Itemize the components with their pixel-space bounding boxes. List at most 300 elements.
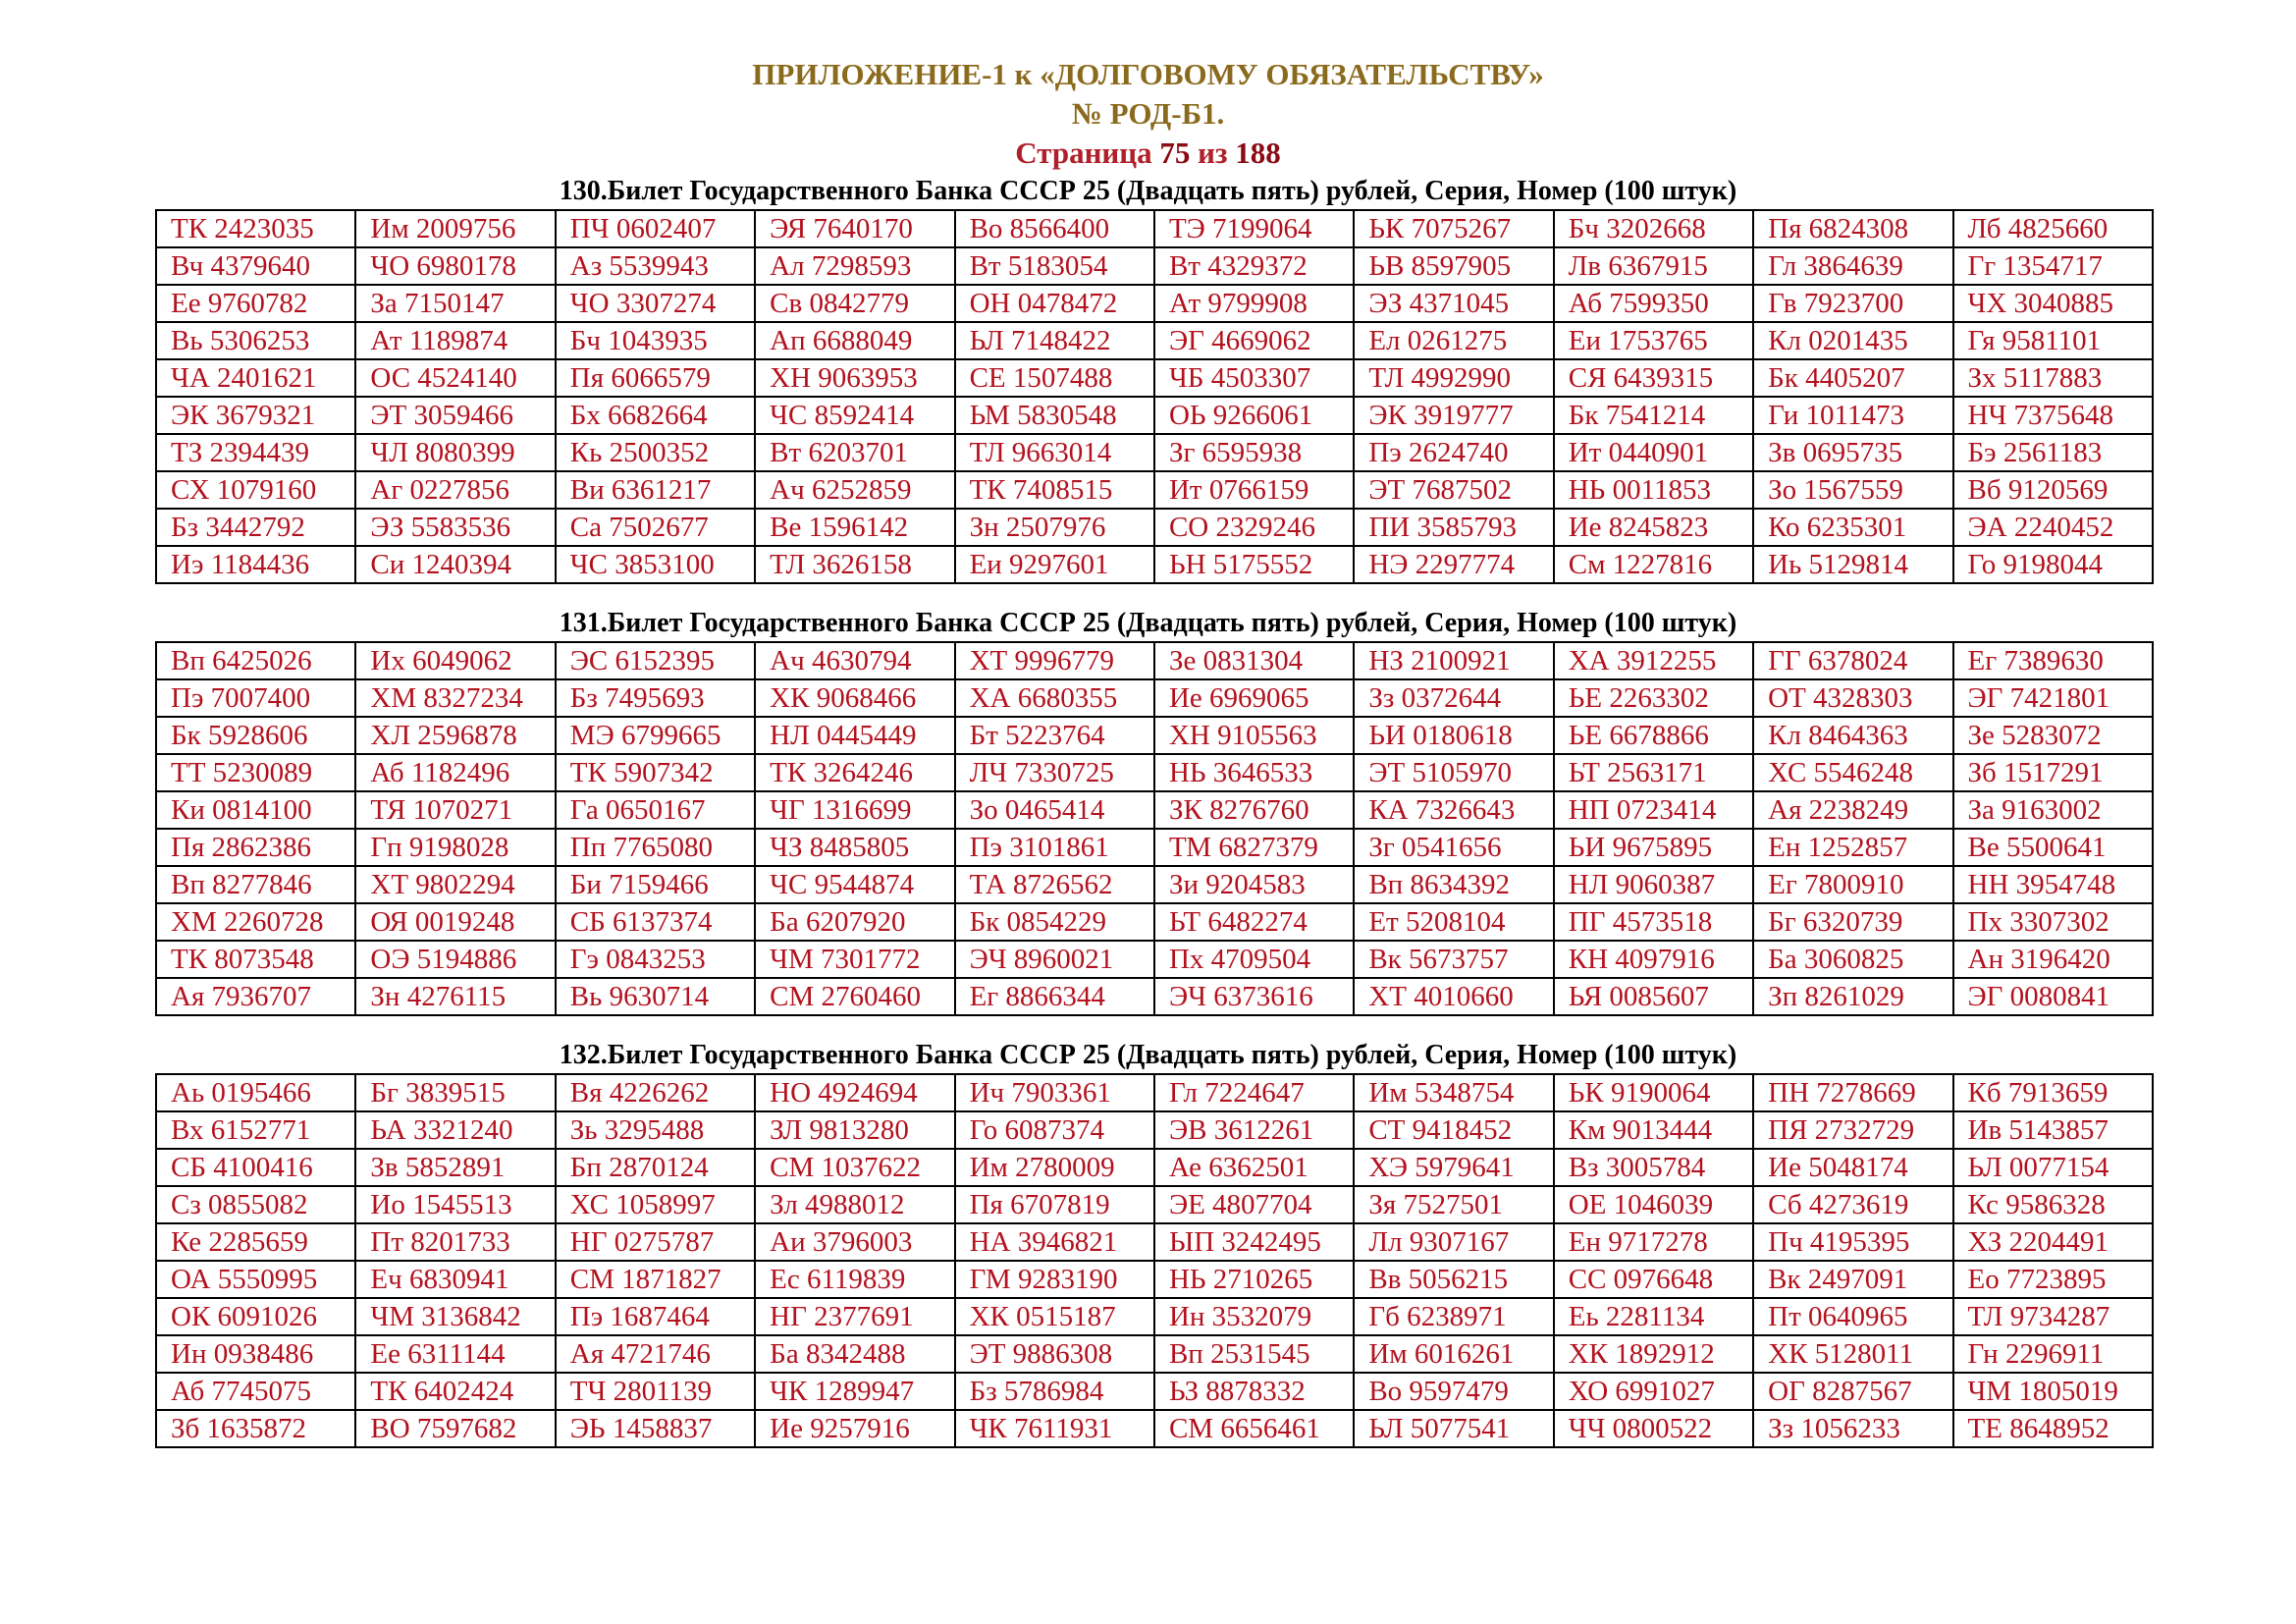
serial-cell: Зв 5852891 — [355, 1149, 555, 1186]
serial-cell: Зи 9204583 — [1154, 866, 1354, 903]
serial-cell: Ки 0814100 — [156, 791, 355, 829]
serial-cell: ХТ 9802294 — [355, 866, 555, 903]
serial-cell: ЭГ 4669062 — [1154, 322, 1354, 359]
serial-cell: Пэ 7007400 — [156, 679, 355, 717]
serial-cell: Вч 4379640 — [156, 247, 355, 285]
serial-cell: Лб 4825660 — [1953, 210, 2153, 247]
serial-cell: ТЗ 2394439 — [156, 434, 355, 471]
serial-cell: Ба 3060825 — [1753, 941, 1952, 978]
serial-cell: ЭВ 3612261 — [1154, 1111, 1354, 1149]
serial-cell: ЬЛ 0077154 — [1953, 1149, 2153, 1186]
table-row — [156, 1074, 2153, 1111]
serial-cell: ТЛ 9734287 — [1953, 1298, 2153, 1335]
serial-cell: Га 0650167 — [556, 791, 755, 829]
serial-cell: Зб 1635872 — [156, 1410, 355, 1447]
serial-cell: ХН 9063953 — [755, 359, 954, 397]
serial-cell: Пт 8201733 — [355, 1223, 555, 1261]
serial-cell: ХЭ 5979641 — [1354, 1149, 1553, 1186]
serial-cell: Ич 7903361 — [955, 1074, 1154, 1111]
serial-cell: Го 9198044 — [1953, 546, 2153, 583]
serial-cell: Еь 2281134 — [1554, 1298, 1753, 1335]
serial-cell: ЬК 7075267 — [1354, 210, 1553, 247]
serial-cell: Го 6087374 — [955, 1111, 1154, 1149]
serial-cell: ТЛ 9663014 — [955, 434, 1154, 471]
serial-cell: ЬВ 8597905 — [1354, 247, 1553, 285]
serial-cell: ЧК 1289947 — [755, 1373, 954, 1410]
serial-cell: Зя 7527501 — [1354, 1186, 1553, 1223]
serial-cell: ЧК 7611931 — [955, 1410, 1154, 1447]
document-number: № РОД-Б1. — [1071, 96, 1225, 131]
serial-cell: ТК 6402424 — [355, 1373, 555, 1410]
serial-cell: Кс 9586328 — [1953, 1186, 2153, 1223]
serial-cell: Св 0842779 — [755, 285, 954, 322]
serial-cell: МЭ 6799665 — [556, 717, 755, 754]
serial-cell: ЧБ 4503307 — [1154, 359, 1354, 397]
serial-cell: ХК 5128011 — [1753, 1335, 1952, 1373]
serial-cell: НГ 0275787 — [556, 1223, 755, 1261]
serial-cell: НО 4924694 — [755, 1074, 954, 1111]
serial-cell: Вп 8277846 — [156, 866, 355, 903]
serial-cell: Ег 8866344 — [955, 978, 1154, 1015]
serial-cell: ХК 0515187 — [955, 1298, 1154, 1335]
serial-cell: Во 8566400 — [955, 210, 1154, 247]
serial-cell: Са 7502677 — [556, 509, 755, 546]
serial-cell: ХЛ 2596878 — [355, 717, 555, 754]
serial-cell: Ат 9799908 — [1154, 285, 1354, 322]
serial-cell: СМ 1871827 — [556, 1261, 755, 1298]
serial-cell: ЧА 2401621 — [156, 359, 355, 397]
serial-cell: ОЭ 5194886 — [355, 941, 555, 978]
serial-cell: Ач 6252859 — [755, 471, 954, 509]
serial-cell: ЬЛ 7148422 — [955, 322, 1154, 359]
table-row — [156, 1261, 2153, 1298]
table-row — [156, 978, 2153, 1015]
page-total: 188 — [1235, 135, 1281, 170]
serial-cell: ХЗ 2204491 — [1953, 1223, 2153, 1261]
serial-cell: Вв 5056215 — [1354, 1261, 1553, 1298]
serial-cell: Пэ 1687464 — [556, 1298, 755, 1335]
serial-cell: Бх 6682664 — [556, 397, 755, 434]
serial-cell: ЬЯ 0085607 — [1554, 978, 1753, 1015]
serial-cell: СБ 4100416 — [156, 1149, 355, 1186]
serial-cell: ХМ 8327234 — [355, 679, 555, 717]
table-row — [156, 509, 2153, 546]
serial-cell: Бг 3839515 — [355, 1074, 555, 1111]
serial-cell: ЬК 9190064 — [1554, 1074, 1753, 1111]
serial-cell: Гв 7923700 — [1753, 285, 1952, 322]
serial-cell: ХО 6991027 — [1554, 1373, 1753, 1410]
serial-cell: Ви 6361217 — [556, 471, 755, 509]
serial-cell: Зх 5117883 — [1953, 359, 2153, 397]
serial-cell: СЯ 6439315 — [1554, 359, 1753, 397]
serial-cell: Сб 4273619 — [1753, 1186, 1952, 1223]
serial-cell: Кь 2500352 — [556, 434, 755, 471]
serial-cell: КН 4097916 — [1554, 941, 1753, 978]
serial-cell: Вь 9630714 — [556, 978, 755, 1015]
serial-cell: ОТ 4328303 — [1753, 679, 1952, 717]
serial-cell: ЭТ 7687502 — [1354, 471, 1553, 509]
serial-cell: Кл 0201435 — [1753, 322, 1952, 359]
table-row — [156, 791, 2153, 829]
serial-cell: НП 0723414 — [1554, 791, 1753, 829]
serial-cell: ЭЗ 5583536 — [355, 509, 555, 546]
serial-cell: Ая 4721746 — [556, 1335, 755, 1373]
serial-cell: ТА 8726562 — [955, 866, 1154, 903]
serial-cell: Пя 6707819 — [955, 1186, 1154, 1223]
serial-cell: Ал 7298593 — [755, 247, 954, 285]
table-row — [156, 546, 2153, 583]
table-row — [156, 1410, 2153, 1447]
serial-cell: ЭЧ 8960021 — [955, 941, 1154, 978]
serial-cell: ЗЛ 9813280 — [755, 1111, 954, 1149]
serial-cell: Вь 5306253 — [156, 322, 355, 359]
serial-cell: ПЯ 2732729 — [1753, 1111, 1952, 1149]
serial-cell: ЧГ 1316699 — [755, 791, 954, 829]
serial-cell: Ен 1252857 — [1753, 829, 1952, 866]
serial-cell: Зб 1517291 — [1953, 754, 2153, 791]
table-row — [156, 1373, 2153, 1410]
serial-cell: ТТ 5230089 — [156, 754, 355, 791]
table-row — [156, 322, 2153, 359]
table-row — [156, 1186, 2153, 1223]
serial-cell: СМ 2760460 — [755, 978, 954, 1015]
table-row — [156, 471, 2153, 509]
serial-cell: За 7150147 — [355, 285, 555, 322]
serial-cell: ОЕ 1046039 — [1554, 1186, 1753, 1223]
table-row — [156, 866, 2153, 903]
serial-cell: Ег 7389630 — [1953, 642, 2153, 679]
serial-cell: ГГ 6378024 — [1753, 642, 1952, 679]
serial-cell: ХС 5546248 — [1753, 754, 1952, 791]
serial-cell: Си 1240394 — [355, 546, 555, 583]
serial-cell: Еи 1753765 — [1554, 322, 1753, 359]
serial-cell: Сз 0855082 — [156, 1186, 355, 1223]
serial-cell: ЭГ 0080841 — [1953, 978, 2153, 1015]
serial-cell: ОА 5550995 — [156, 1261, 355, 1298]
serial-cell: Ит 0440901 — [1554, 434, 1753, 471]
serial-cell: Гб 6238971 — [1354, 1298, 1553, 1335]
serial-cell: ХК 1892912 — [1554, 1335, 1753, 1373]
serial-table — [155, 641, 2154, 1016]
serial-cell: ЬТ 2563171 — [1554, 754, 1753, 791]
serial-cell: Гэ 0843253 — [556, 941, 755, 978]
serial-cell: Бз 7495693 — [556, 679, 755, 717]
serial-table — [155, 209, 2154, 584]
serial-cell: ПИ 3585793 — [1354, 509, 1553, 546]
serial-cell: Ио 1545513 — [355, 1186, 555, 1223]
table-row — [156, 717, 2153, 754]
serial-cell: ЧМ 7301772 — [755, 941, 954, 978]
serial-cell: Еи 9297601 — [955, 546, 1154, 583]
serial-cell: СМ 1037622 — [755, 1149, 954, 1186]
serial-cell: Пп 7765080 — [556, 829, 755, 866]
serial-cell: ЭТ 3059466 — [355, 397, 555, 434]
serial-cell: НЧ 7375648 — [1953, 397, 2153, 434]
serial-cell: Им 2009756 — [355, 210, 555, 247]
serial-cell: Им 2780009 — [955, 1149, 1154, 1186]
serial-cell: ЬЛ 5077541 — [1354, 1410, 1553, 1447]
serial-cell: Бч 1043935 — [556, 322, 755, 359]
serial-cell: Ет 5208104 — [1354, 903, 1553, 941]
serial-cell: ОК 6091026 — [156, 1298, 355, 1335]
serial-cell: Ан 3196420 — [1953, 941, 2153, 978]
serial-cell: ОЯ 0019248 — [355, 903, 555, 941]
page-number: 75 — [1159, 135, 1191, 170]
section-title: 132.Билет Государственного Банка СССР 25 (Двадцать пять) рублей, Серия, Номер (100 штук) — [559, 1040, 1737, 1070]
serial-cell: СХ 1079160 — [156, 471, 355, 509]
serial-cell: Ая 2238249 — [1753, 791, 1952, 829]
serial-cell: Вт 4329372 — [1154, 247, 1354, 285]
table-row — [156, 903, 2153, 941]
serial-cell: ХМ 2260728 — [156, 903, 355, 941]
serial-cell: За 9163002 — [1953, 791, 2153, 829]
serial-cell: Во 9597479 — [1354, 1373, 1553, 1410]
serial-cell: Ие 6969065 — [1154, 679, 1354, 717]
serial-cell: Пя 2862386 — [156, 829, 355, 866]
serial-cell: См 1227816 — [1554, 546, 1753, 583]
serial-cell: НЛ 0445449 — [755, 717, 954, 754]
serial-cell: Вт 6203701 — [755, 434, 954, 471]
serial-cell: Пэ 3101861 — [955, 829, 1154, 866]
serial-cell: Би 7159466 — [556, 866, 755, 903]
table-row — [156, 1111, 2153, 1149]
serial-cell: ГМ 9283190 — [955, 1261, 1154, 1298]
serial-cell: ЭЬ 1458837 — [556, 1410, 755, 1447]
serial-cell: ЬН 5175552 — [1154, 546, 1354, 583]
serial-cell: НЬ 3646533 — [1154, 754, 1354, 791]
serial-cell: Ги 1011473 — [1753, 397, 1952, 434]
serial-cell: Кл 8464363 — [1753, 717, 1952, 754]
serial-cell: ЭЕ 4807704 — [1154, 1186, 1354, 1223]
serial-cell: ЧЛ 8080399 — [355, 434, 555, 471]
serial-cell: Ен 9717278 — [1554, 1223, 1753, 1261]
page-mid: из — [1190, 135, 1236, 170]
serial-cell: СЕ 1507488 — [955, 359, 1154, 397]
serial-cell: Ае 6362501 — [1154, 1149, 1354, 1186]
serial-cell: ЭС 6152395 — [556, 642, 755, 679]
serial-cell: Аи 3796003 — [755, 1223, 954, 1261]
serial-cell: НЬ 0011853 — [1554, 471, 1753, 509]
serial-cell: Зе 5283072 — [1953, 717, 2153, 754]
serial-cell: ХС 1058997 — [556, 1186, 755, 1223]
serial-cell: СС 0976648 — [1554, 1261, 1753, 1298]
serial-cell: ЧЧ 0800522 — [1554, 1410, 1753, 1447]
document-title: ПРИЛОЖЕНИЕ-1 к «ДОЛГОВОМУ ОБЯЗАТЕЛЬСТВУ» — [752, 57, 1544, 91]
serial-cell: ЭА 2240452 — [1953, 509, 2153, 546]
serial-cell: ЭК 3919777 — [1354, 397, 1553, 434]
serial-cell: КА 7326643 — [1354, 791, 1553, 829]
table-row — [156, 754, 2153, 791]
serial-cell: Еч 6830941 — [355, 1261, 555, 1298]
serial-cell: Пч 4195395 — [1753, 1223, 1952, 1261]
serial-cell: ЬЕ 6678866 — [1554, 717, 1753, 754]
serial-cell: ЬЗ 8878332 — [1154, 1373, 1354, 1410]
serial-cell: Зн 4276115 — [355, 978, 555, 1015]
serial-cell: Зг 6595938 — [1154, 434, 1354, 471]
page-prefix: Страница — [1015, 135, 1160, 170]
serial-cell: ЧО 3307274 — [556, 285, 755, 322]
serial-cell: Зв 0695735 — [1753, 434, 1952, 471]
serial-cell: Вз 3005784 — [1554, 1149, 1753, 1186]
table-row — [156, 642, 2153, 679]
serial-cell: Ес 6119839 — [755, 1261, 954, 1298]
serial-cell: Зз 0372644 — [1354, 679, 1553, 717]
serial-cell: Гл 7224647 — [1154, 1074, 1354, 1111]
serial-cell: ЧС 3853100 — [556, 546, 755, 583]
serial-cell: Бк 7541214 — [1554, 397, 1753, 434]
serial-cell: Аь 0195466 — [156, 1074, 355, 1111]
table-row — [156, 1149, 2153, 1186]
serial-cell: ЧМ 3136842 — [355, 1298, 555, 1335]
serial-cell: Зз 1056233 — [1753, 1410, 1952, 1447]
serial-cell: ЭТ 9886308 — [955, 1335, 1154, 1373]
serial-cell: ХН 9105563 — [1154, 717, 1354, 754]
serial-cell: ЭГ 7421801 — [1953, 679, 2153, 717]
serial-cell: ЫП 3242495 — [1154, 1223, 1354, 1261]
serial-cell: Ив 5143857 — [1953, 1111, 2153, 1149]
serial-cell: ОС 4524140 — [355, 359, 555, 397]
serial-cell: ЭТ 5105970 — [1354, 754, 1553, 791]
serial-cell: ОН 0478472 — [955, 285, 1154, 322]
serial-cell: ЧС 8592414 — [755, 397, 954, 434]
page-counter — [0, 136, 2296, 170]
serial-cell: Вб 9120569 — [1953, 471, 2153, 509]
serial-cell: Вк 2497091 — [1753, 1261, 1952, 1298]
serial-cell: Вх 6152771 — [156, 1111, 355, 1149]
serial-cell: НЭ 2297774 — [1354, 546, 1553, 583]
serial-cell: Вт 5183054 — [955, 247, 1154, 285]
serial-cell: Кб 7913659 — [1953, 1074, 2153, 1111]
table-row — [156, 359, 2153, 397]
serial-cell: ОГ 8287567 — [1753, 1373, 1952, 1410]
serial-cell: ЭЧ 6373616 — [1154, 978, 1354, 1015]
serial-cell: ХТ 9996779 — [955, 642, 1154, 679]
serial-cell: Ап 6688049 — [755, 322, 954, 359]
serial-cell: Ко 6235301 — [1753, 509, 1952, 546]
serial-cell: Ее 6311144 — [355, 1335, 555, 1373]
table-row — [156, 1223, 2153, 1261]
serial-cell: Лл 9307167 — [1354, 1223, 1553, 1261]
serial-cell: Иэ 1184436 — [156, 546, 355, 583]
serial-cell: Вп 2531545 — [1154, 1335, 1354, 1373]
serial-cell: Зп 8261029 — [1753, 978, 1952, 1015]
serial-cell: ЭЯ 7640170 — [755, 210, 954, 247]
serial-cell: Вп 6425026 — [156, 642, 355, 679]
serial-cell: Ке 2285659 — [156, 1223, 355, 1261]
serial-cell: Ие 5048174 — [1753, 1149, 1952, 1186]
serial-cell: СТ 9418452 — [1354, 1111, 1553, 1149]
table-row — [156, 397, 2153, 434]
serial-cell: Гп 9198028 — [355, 829, 555, 866]
serial-cell: СО 2329246 — [1154, 509, 1354, 546]
serial-cell: ТК 5907342 — [556, 754, 755, 791]
serial-cell: Бэ 2561183 — [1953, 434, 2153, 471]
serial-cell: Км 9013444 — [1554, 1111, 1753, 1149]
serial-cell: Ие 8245823 — [1554, 509, 1753, 546]
serial-cell: Ие 9257916 — [755, 1410, 954, 1447]
serial-cell: Гг 1354717 — [1953, 247, 2153, 285]
serial-cell: Бз 3442792 — [156, 509, 355, 546]
serial-cell: Бк 4405207 — [1753, 359, 1952, 397]
serial-cell: НЛ 9060387 — [1554, 866, 1753, 903]
serial-cell: ХА 3912255 — [1554, 642, 1753, 679]
serial-cell: ТК 2423035 — [156, 210, 355, 247]
serial-cell: СБ 6137374 — [556, 903, 755, 941]
serial-cell: ЬИ 9675895 — [1554, 829, 1753, 866]
serial-cell: Пэ 2624740 — [1354, 434, 1553, 471]
serial-table — [155, 1073, 2154, 1448]
serial-cell: Бз 5786984 — [955, 1373, 1154, 1410]
serial-cell: ТК 8073548 — [156, 941, 355, 978]
serial-cell: ОЬ 9266061 — [1154, 397, 1354, 434]
serial-cell: СМ 6656461 — [1154, 1410, 1354, 1447]
serial-cell: Пя 6824308 — [1753, 210, 1952, 247]
serial-cell: ЗК 8276760 — [1154, 791, 1354, 829]
serial-cell: ЬИ 0180618 — [1354, 717, 1553, 754]
serial-cell: Бч 3202668 — [1554, 210, 1753, 247]
serial-cell: ТМ 6827379 — [1154, 829, 1354, 866]
serial-cell: ХТ 4010660 — [1354, 978, 1553, 1015]
serial-cell: ХК 9068466 — [755, 679, 954, 717]
serial-cell: Зл 4988012 — [755, 1186, 954, 1223]
section-title: 130.Билет Государственного Банка СССР 25 (Двадцать пять) рублей, Серия, Номер (100 штук) — [559, 176, 1737, 206]
serial-cell: Ел 0261275 — [1354, 322, 1553, 359]
serial-cell: ТК 3264246 — [755, 754, 954, 791]
serial-cell: Им 6016261 — [1354, 1335, 1553, 1373]
serial-cell: НА 3946821 — [955, 1223, 1154, 1261]
serial-cell: ЧО 6980178 — [355, 247, 555, 285]
serial-cell: Аб 7599350 — [1554, 285, 1753, 322]
serial-cell: Пх 4709504 — [1154, 941, 1354, 978]
serial-cell: Вя 4226262 — [556, 1074, 755, 1111]
serial-cell: Зо 1567559 — [1753, 471, 1952, 509]
serial-cell: ПЧ 0602407 — [556, 210, 755, 247]
serial-cell: Ин 3532079 — [1154, 1298, 1354, 1335]
table-row — [156, 679, 2153, 717]
serial-cell: ПН 7278669 — [1753, 1074, 1952, 1111]
serial-cell: Ач 4630794 — [755, 642, 954, 679]
serial-cell: ЧХ 3040885 — [1953, 285, 2153, 322]
table-row — [156, 285, 2153, 322]
serial-cell: ТЕ 8648952 — [1953, 1410, 2153, 1447]
serial-cell: Вп 8634392 — [1354, 866, 1553, 903]
serial-cell: ЧС 9544874 — [755, 866, 954, 903]
table-row — [156, 1335, 2153, 1373]
serial-cell: ВО 7597682 — [355, 1410, 555, 1447]
serial-cell: Пх 3307302 — [1953, 903, 2153, 941]
serial-cell: ЬА 3321240 — [355, 1111, 555, 1149]
serial-cell: ЧМ 1805019 — [1953, 1373, 2153, 1410]
serial-cell: Ба 8342488 — [755, 1335, 954, 1373]
serial-cell: ЭК 3679321 — [156, 397, 355, 434]
serial-cell: Ин 0938486 — [156, 1335, 355, 1373]
serial-cell: Зе 0831304 — [1154, 642, 1354, 679]
serial-cell: ТЧ 2801139 — [556, 1373, 755, 1410]
table-row — [156, 210, 2153, 247]
section-title: 131.Билет Государственного Банка СССР 25 (Двадцать пять) рублей, Серия, Номер (100 штук) — [559, 608, 1737, 638]
serial-cell: Бп 2870124 — [556, 1149, 755, 1186]
table-row — [156, 829, 2153, 866]
serial-cell: Иь 5129814 — [1753, 546, 1952, 583]
serial-cell: Аз 5539943 — [556, 247, 755, 285]
serial-cell: Ит 0766159 — [1154, 471, 1354, 509]
serial-cell: Гн 2296911 — [1953, 1335, 2153, 1373]
serial-cell: Ве 5500641 — [1953, 829, 2153, 866]
serial-cell: Зь 3295488 — [556, 1111, 755, 1149]
table-row — [156, 941, 2153, 978]
serial-cell: Лв 6367915 — [1554, 247, 1753, 285]
serial-cell: НГ 2377691 — [755, 1298, 954, 1335]
